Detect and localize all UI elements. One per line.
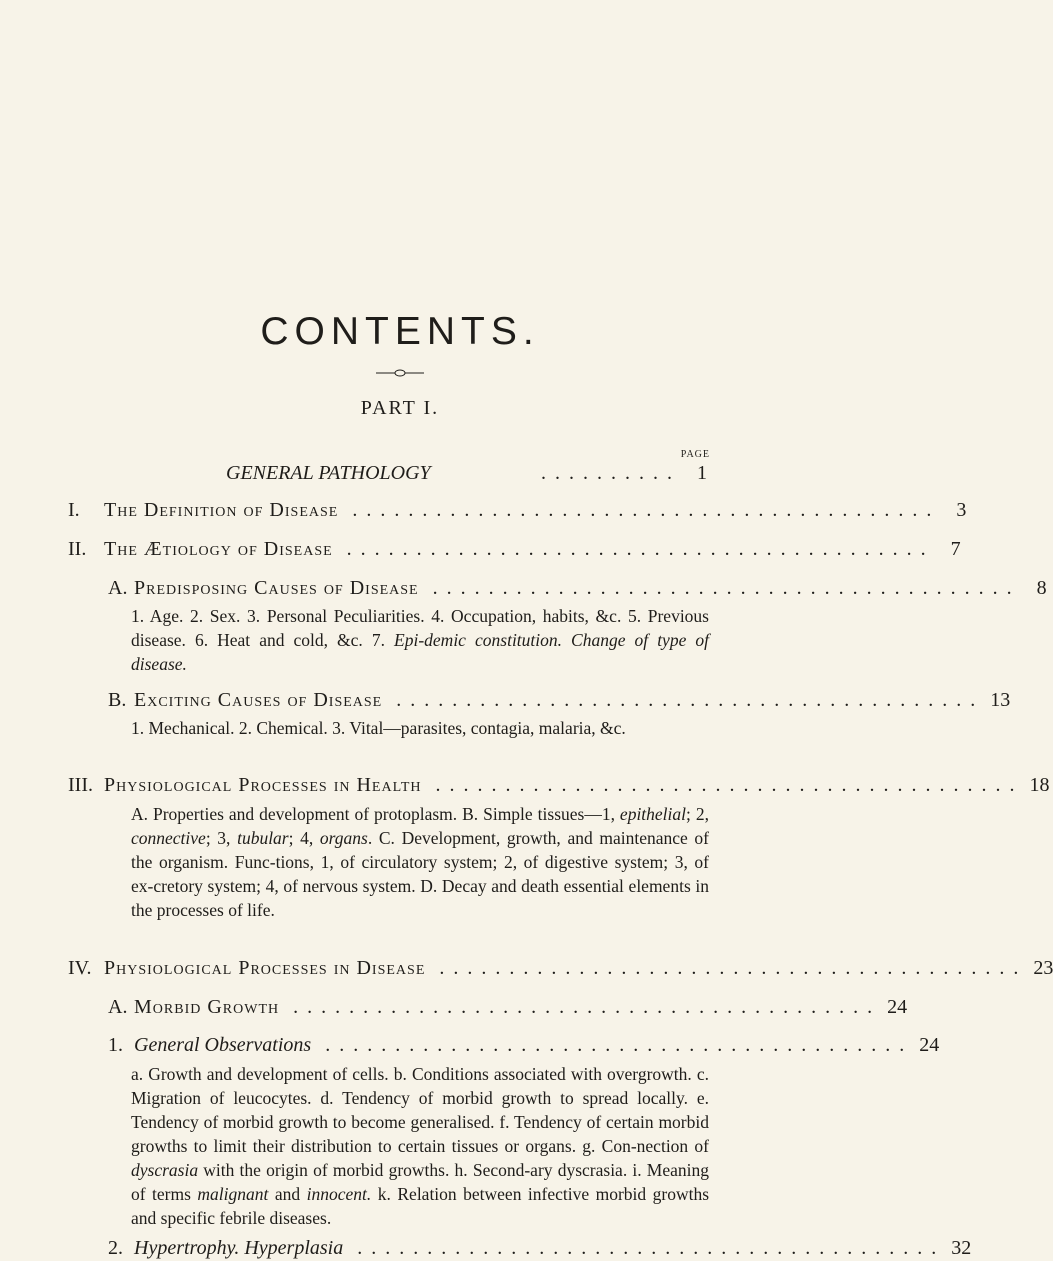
page-number: 8: [1036, 577, 1047, 599]
entry-label: Hypertrophy. Hyperplasia: [134, 1237, 344, 1259]
leader-dots: ..........................................: [439, 957, 1028, 979]
toc-entry-processes-in-disease[interactable]: [68, 957, 1053, 980]
predisposing-causes-description: 1. Age. 2. Sex. 3. Personal Peculiarities. 4. Occupation, habits, &c. 5. Previous disease. 6. Heat and cold, &c. 7. Epi-demic constitution. Change of type of disease.: [131, 606, 709, 674]
toc-entry-morbid-growth[interactable]: [108, 996, 908, 1019]
entry-label: Morbid Growth: [134, 996, 280, 1018]
toc-entry-aetiology[interactable]: [68, 538, 961, 561]
entry-letter: A.: [108, 577, 128, 599]
entry-label: The Ætiology of Disease: [104, 538, 333, 560]
page-number: 1: [697, 462, 707, 484]
entry-label: The Definition of Disease: [104, 499, 339, 521]
toc-entry-exciting-causes[interactable]: [108, 689, 1011, 712]
toc-entry-definition[interactable]: [68, 499, 967, 522]
page-number: 23: [1033, 957, 1053, 979]
processes-in-health-description: A. Properties and development of protoplasm. B. Simple tissues—1, epithelial; 2, connective; 3, tubular; 4, organs. C. Development, growth, and maintenance of the organism. Func-tions, 1, of circulatory system; 2, of digestive system; 3, of ex-cretory system; 4, of nervous system. D. Decay and death essential elements in the processes of life.: [131, 804, 709, 920]
entry-label: Physiological Processes in Disease: [104, 957, 426, 979]
entry-label: General Observations: [134, 1034, 312, 1056]
page-title: CONTENTS.: [260, 310, 540, 353]
entry-label: GENERAL PATHOLOGY: [226, 462, 431, 484]
leader-dots: ..........................................: [352, 499, 941, 521]
leader-dots: ..........................................: [357, 1237, 946, 1259]
page-number: 13: [990, 689, 1011, 711]
page-number: 3: [956, 499, 967, 521]
page-column-label: PAGE: [680, 449, 710, 460]
entry-label: Exciting Causes of Disease: [134, 689, 383, 711]
page-number: 7: [950, 538, 961, 560]
general-observations-description: a. Growth and development of cells. b. Conditions associated with overgrowth. c. Migration of leucocytes. d. Tendency of morbid growth to spread locally. e. Tendency of morbid growth to become generalised. f. Tendency of certain morbid growths to limit their distribution to certain tissues or organs. g. Con-nection of dyscrasia with the origin of morbid growths. h. Second-ary dyscrasia. i. Meaning of terms malignant and innocent. k. Relation between infective morbid growths and specific febrile diseases.: [131, 1064, 710, 1228]
leader-dots: ..........................................: [435, 774, 1024, 796]
page-number: 24: [919, 1034, 940, 1056]
toc-entry-general-observations[interactable]: [108, 1034, 940, 1057]
leader-dots: ..........................................: [346, 538, 935, 560]
page-number: 24: [887, 996, 908, 1018]
entry-number: 1.: [108, 1034, 123, 1056]
entry-numeral: IV.: [68, 957, 92, 979]
exciting-causes-description: 1. Mechanical. 2. Chemical. 3. Vital—parasites, contagia, malaria, &c.: [131, 718, 626, 738]
toc-entry-general-pathology[interactable]: [226, 462, 707, 485]
leader-dots: ..........................................: [432, 577, 1021, 599]
ornamental-rule: [376, 367, 424, 379]
leader-dots: ..........: [541, 462, 681, 484]
entry-label: Predisposing Causes of Disease: [134, 577, 419, 599]
page-number: 18: [1029, 774, 1050, 796]
part-heading: PART I.: [360, 397, 440, 419]
entry-letter: A.: [108, 996, 128, 1018]
entry-numeral: II.: [68, 538, 87, 560]
entry-number: 2.: [108, 1237, 123, 1259]
entry-numeral: III.: [68, 774, 93, 796]
leader-dots: ..........................................: [325, 1034, 914, 1056]
entry-numeral: I.: [68, 499, 80, 521]
entry-label: Physiological Processes in Health: [104, 774, 422, 796]
page-number: 32: [951, 1237, 972, 1259]
toc-entry-hypertrophy[interactable]: [108, 1237, 972, 1260]
entry-letter: B.: [108, 689, 127, 711]
toc-entry-processes-in-health[interactable]: [68, 774, 1050, 797]
toc-entry-predisposing-causes[interactable]: [108, 577, 1047, 600]
leader-dots: ..........................................: [396, 689, 985, 711]
leader-dots: ..........................................: [293, 996, 882, 1018]
